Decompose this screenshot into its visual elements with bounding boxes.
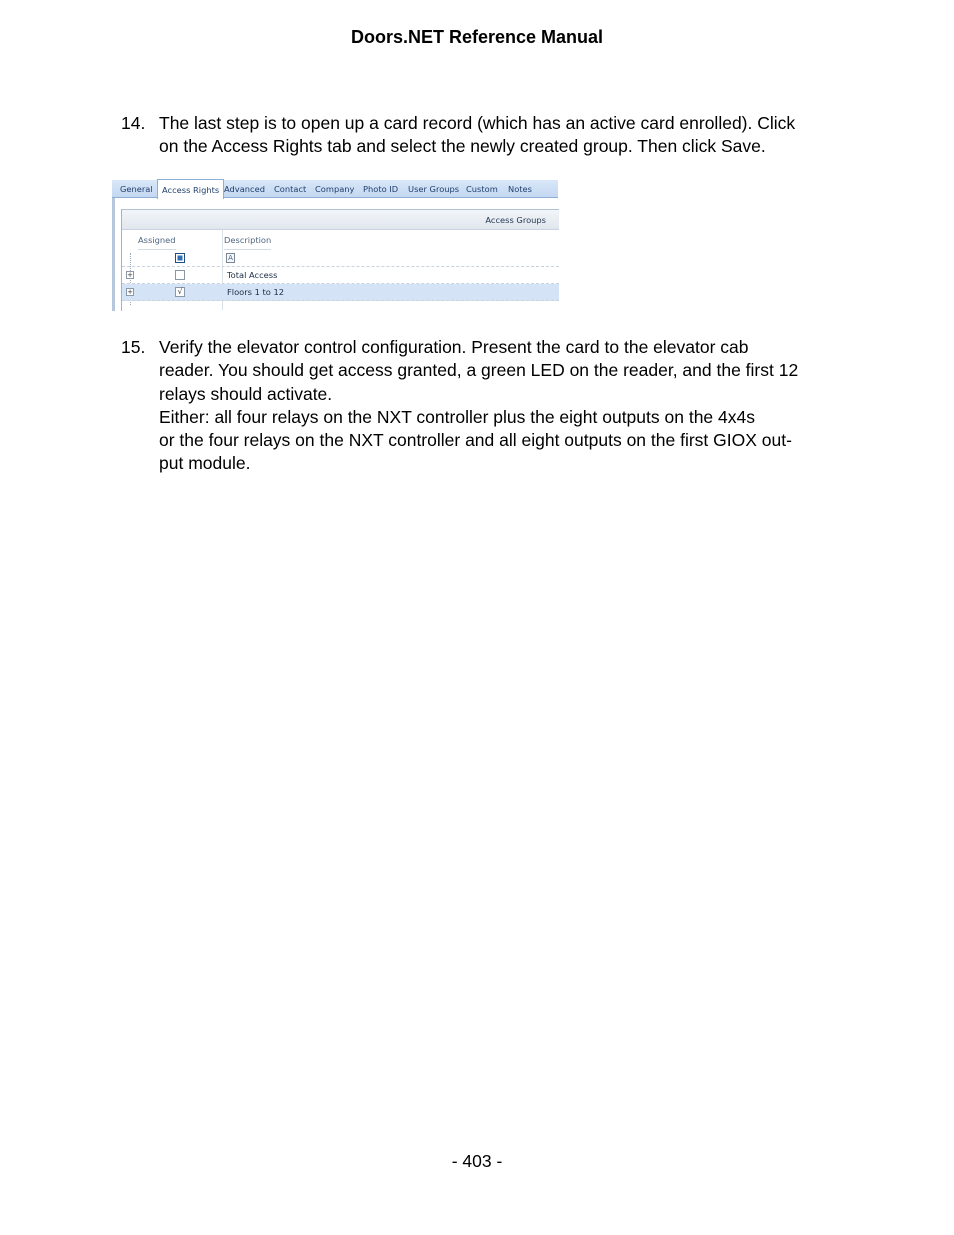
step-line: The last step is to open up a card record (which has an active card enrolled). Click — [159, 113, 796, 133]
assigned-checkbox[interactable] — [175, 270, 185, 280]
tab-general[interactable]: General — [120, 184, 153, 194]
row-description: Total Access — [227, 270, 278, 280]
window-edge — [112, 198, 115, 311]
step-number: 15. — [121, 337, 146, 357]
row-description: Floors 1 to 12 — [227, 287, 285, 297]
step-line: Either: all four relays on the NXT controller plus the eight outputs on the 4x4s — [159, 406, 755, 427]
step-14 — [121, 112, 851, 160]
tab-custom[interactable]: Custom — [466, 184, 498, 194]
step-number: 14. — [121, 113, 146, 133]
assigned-checkbox[interactable]: √ — [175, 287, 185, 297]
tab-user-groups[interactable]: User Groups — [408, 184, 460, 194]
access-rights-screenshot — [112, 180, 558, 311]
step-line: relays should activate. — [159, 383, 333, 404]
table-row[interactable] — [122, 267, 559, 284]
step-line: Verify the elevator control configuration. Present the card to the elevator cab — [159, 337, 749, 357]
column-assigned[interactable]: Assigned — [138, 230, 176, 250]
step-line: on the Access Rights tab and select the newly created group. Then click Save. — [159, 136, 766, 157]
step-text — [159, 336, 849, 476]
tab-company[interactable]: Company — [315, 184, 355, 194]
panel-title: Access Groups — [485, 215, 546, 225]
running-header: Doors.NET Reference Manual — [350, 27, 604, 47]
step-text — [159, 112, 849, 159]
page-number: - 403 - — [451, 1151, 503, 1171]
tab-contact[interactable]: Contact — [274, 184, 307, 194]
tab-notes[interactable]: Notes — [508, 184, 532, 194]
plus-box-icon[interactable]: + — [127, 288, 133, 296]
tab-photo-id[interactable]: Photo ID — [363, 184, 399, 194]
step-line: or the four relays on the NXT controller and all eight outputs on the first GIOX out- — [159, 430, 792, 451]
access-groups-panel — [121, 209, 558, 311]
tab-advanced[interactable]: Advanced — [224, 184, 265, 194]
step-15 — [121, 336, 851, 478]
tab-bar — [112, 180, 558, 198]
tab-access-rights[interactable]: Access Rights — [157, 179, 224, 199]
table-row[interactable] — [122, 284, 559, 301]
step-line: put module. — [159, 453, 251, 474]
step-line: reader. You should get access granted, a green LED on the reader, and the first 12 — [159, 360, 799, 381]
filter-row — [122, 250, 559, 267]
filter-icon[interactable]: A — [226, 253, 235, 263]
column-description[interactable]: Description — [224, 230, 271, 250]
plus-box-icon[interactable]: + — [127, 271, 133, 279]
select-all-checkbox[interactable] — [175, 253, 185, 263]
access-groups-header — [122, 209, 559, 230]
